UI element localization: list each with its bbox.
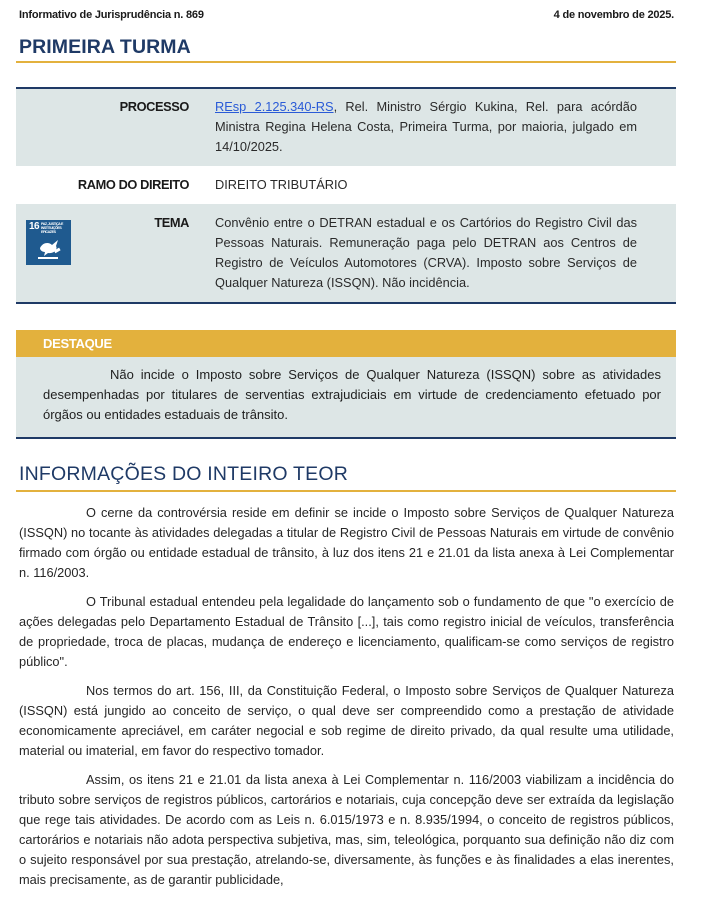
processo-label: PROCESSO [119, 99, 189, 114]
publication-name: Informativo de Jurisprudência n. 869 [19, 9, 204, 21]
paragraph: Nos termos do art. 156, III, da Constituição Federal, o Imposto sobre Serviços de Qualquer Natureza (ISSQN) está jungido ao conceito de serviço, o qual deve ser compreendido como a prestação de atividade economicamente apreciável, em caráter negocial e sob regime de direito privado, da qual resulte uma utilidade, material ou imaterial, em favor do respectivo tomador. [19, 683, 674, 758]
top-header [19, 6, 674, 24]
dove-gavel-icon [34, 234, 64, 262]
destaque-label: DESTAQUE [16, 330, 676, 357]
ods-16-icon[interactable] [26, 220, 71, 265]
destaque-text: Não incide o Imposto sobre Serviços de Qualquer Natureza (ISSQN) sobre as atividades desempenhadas por titulares de serventias extrajudiciais em virtude de credenciamento efetuado por órgãos ou entidades estaduais de trânsito. [43, 367, 661, 422]
paragraph: O Tribunal estadual entendeu pela legalidade do lançamento sob o fundamento de que "o exercício de ações delegadas pelo Departamento Estadual de Trânsito [...], tais como registro inicial de veículos, transferência de propriedade, troca de placas, mudança de endereço e licenciamento, qualificam-se como serviços de registro público". [19, 594, 674, 669]
case-info-table [16, 87, 676, 304]
processo-value [215, 97, 637, 157]
processo-row [16, 89, 676, 166]
paragraph: Assim, os itens 21 e 21.01 da lista anexa à Lei Complementar n. 116/2003 viabilizam a incidência do tributo sobre serviços de registros públicos, cartorários e notariais, cuja concepção deve ser extraída da legislação que rege tais atividades. De acordo com as Leis n. 6.015/1973 e n. 8.935/1994, o conceito de registros públicos, cartorários e notariais não adota perspectiva subjetiva, mas, sim, teleológica, porquanto sua definição não diz com o sujeito responsável por sua prestação, atrelando-se, diversamente, às funções e às finalidades a elas inerentes, mais precisamente, as de garantir publicidade, [19, 772, 674, 887]
publication-date: 4 de novembro de 2025. [553, 9, 674, 21]
inteiro-teor-divider [16, 490, 676, 492]
ramo-row [16, 166, 676, 204]
processo-link[interactable]: REsp 2.125.340-RS [215, 99, 334, 114]
paragraph: O cerne da controvérsia reside em definir se incide o Imposto sobre Serviços de Qualquer Natureza (ISSQN) no tocante às atividades delegadas a titular de Registro Civil de Pessoas Naturais em virtude de convênio firmado com órgão ou entidade estadual de trânsito, à luz dos itens 21 e 21.01 da lista anexa à Lei Complementar n. 116/2003. [19, 505, 674, 580]
ramo-label: RAMO DO DIREITO [77, 177, 189, 192]
processo-details: , Rel. Ministro Sérgio Kukina, Rel. para acórdão Ministra Regina Helena Costa, Primeira Turma, por maioria, julgado em 14/10/2025. [215, 99, 637, 154]
tema-value: Convênio entre o DETRAN estadual e os Cartórios do Registro Civil das Pessoas Naturais. Remuneração paga pelo DETRAN aos Centros de Registro de Veículos Automotores (CRVA). Imposto sobre Serviços de Qualquer Natureza (ISSQN). Não incidência. [215, 215, 637, 290]
title-divider [16, 61, 676, 63]
tema-label: TEMA [154, 215, 189, 230]
inteiro-teor-body [19, 503, 674, 899]
ods-number: 16 [29, 221, 40, 232]
destaque-text-block [16, 357, 676, 437]
section-title: PRIMEIRA TURMA [19, 36, 191, 58]
ods-caption: PAZ, JUSTIÇA E INSTITUIÇÕES EFICAZES [41, 222, 63, 234]
destaque-box [16, 330, 676, 439]
inteiro-teor-title: INFORMAÇÕES DO INTEIRO TEOR [19, 463, 348, 485]
tema-row [16, 204, 676, 302]
tema-label-cell [16, 213, 215, 293]
ramo-value: DIREITO TRIBUTÁRIO [215, 177, 348, 192]
